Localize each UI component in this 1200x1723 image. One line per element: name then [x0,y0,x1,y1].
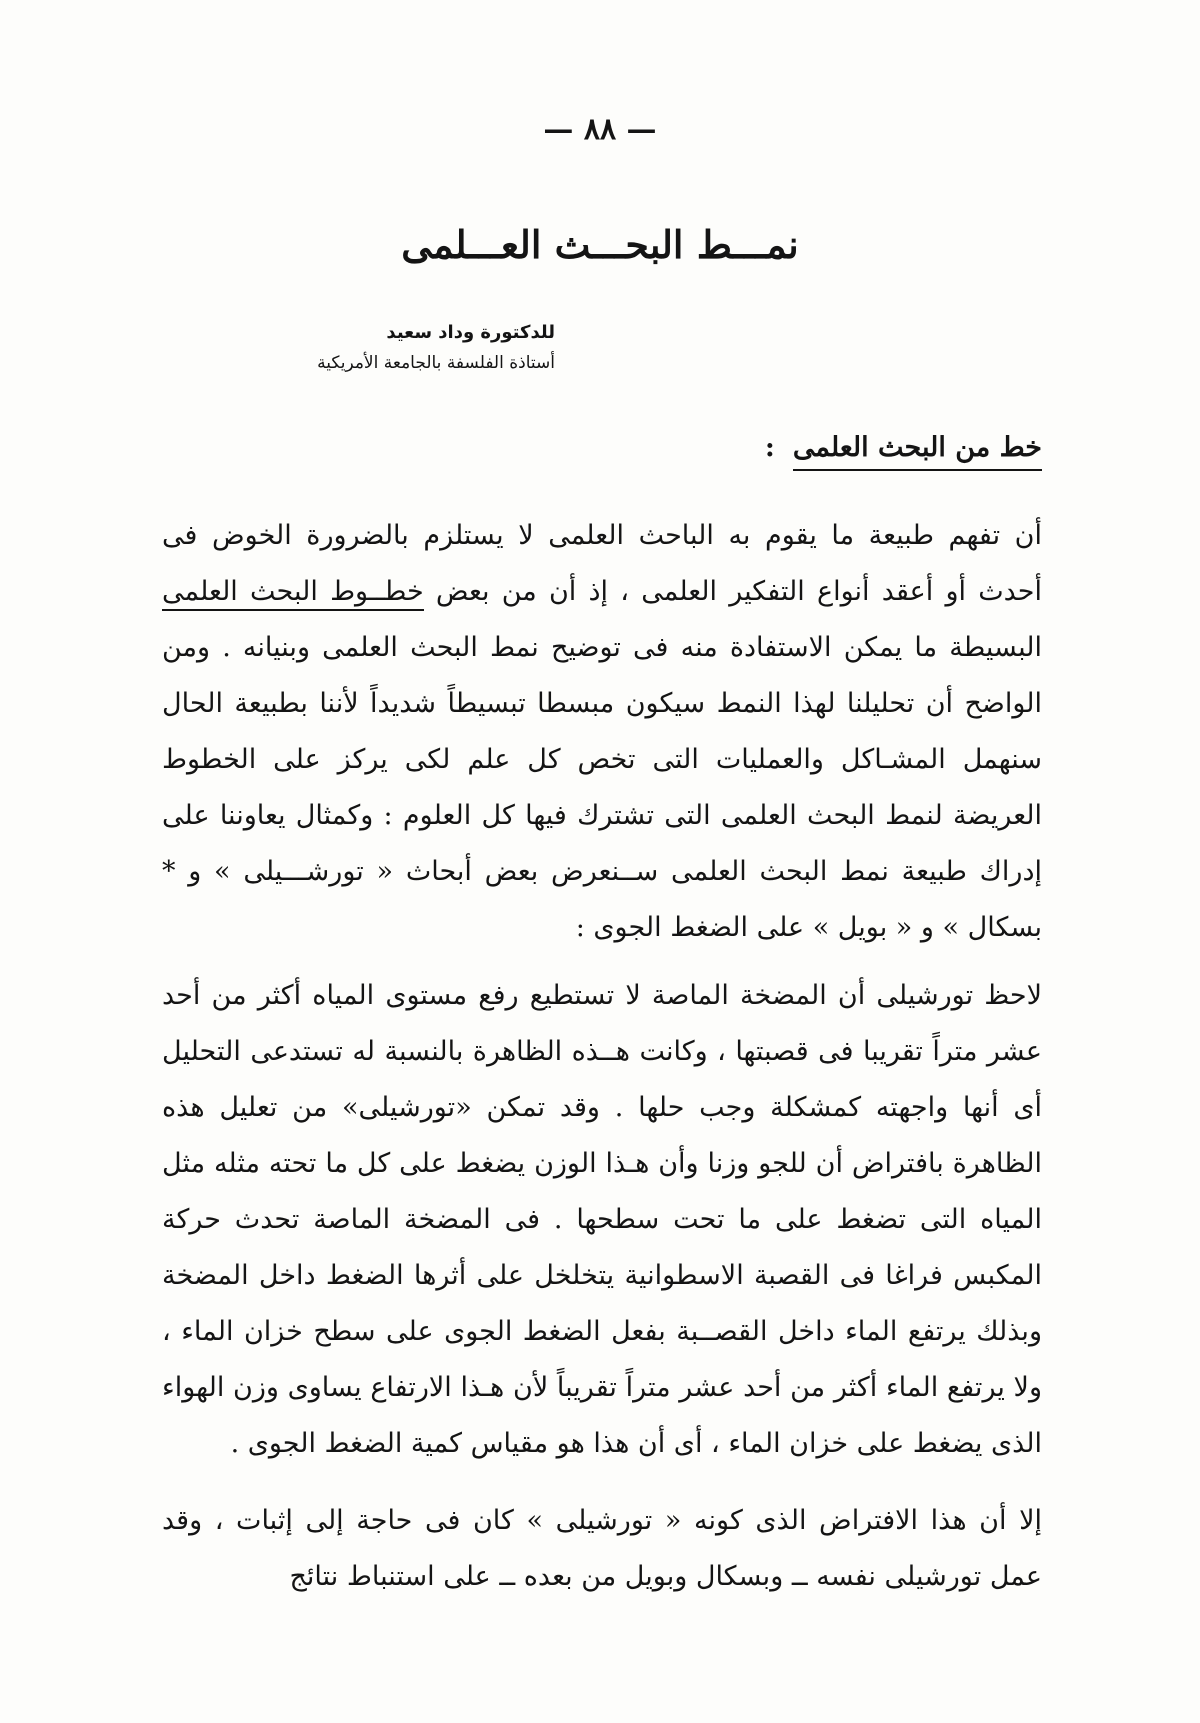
author-affiliation: أستاذة الفلسفة بالجامعة الأمريكية [317,353,555,373]
underlined-phrase: خطــوط البحث العلمى [162,576,424,611]
paragraph-1-rest: البسيطة ما يمكن الاستفادة منه فى توضيح نمط البحث العلمى وبنيانه . ومن الواضح أن تحليلنا لهذا النمط سيكون مبسطا تبسيطاً شديداً لأننا بطبيعة الحال سنهمل المشـاكل والعمليات التى تخص كل علم لكى يركز على الخطوط العريضة لنمط البحث العلمى التى تشترك فيها كل العلوم : وكمثال يعاوننا على إدراك طبيعة نمط البحث العلمى ســنعرض بعض أبحاث « تورشـــيلى » و * بسكال » و « بويل » على الضغط الجوى : [162,632,1042,943]
section-heading-colon: : [764,432,775,463]
page-number: — ٨٨ — [543,112,657,147]
author-byline [135,318,555,378]
paragraph-2: لاحظ تورشيلى أن المضخة الماصة لا تستطيع رفع مستوى المياه أكثر من أحد عشر متراً تقريبا فى قصبتها ، وكانت هــذه الظاهرة بالنسبة له تستدعى التحليل أى أنها واجهته كمشكلة وجب حلها . وقد تمكن «تورشيلى» من تعليل هذه الظاهرة بافتراض أن للجو وزنا وأن هـذا الوزن يضغط على كل ما تحته مثله مثل المياه التى تضغط على ما تحت سطحها . فى المضخة الماصة تحدث حركة المكبس فراغا فى القصبة الاسطوانية يتخلخل على أثرها الضغط داخل المضخة وبذلك يرتفع الماء داخل القصــبة بفعل الضغط الجوى على سطح خزان الماء ، ولا يرتفع الماء أكثر من أحد عشر متراً تقريباً لأن هـذا الارتفاع يساوى وزن الهواء الذى يضغط على خزان الماء ، أى أن هذا هو مقياس كمية الضغط الجوى . [162,980,1042,1459]
author-name: للدكتورة وداد سعيد [386,322,555,343]
section-heading [765,432,1042,463]
section-heading-text: خط من البحث العلمى [793,432,1042,471]
paragraph-3: إلا أن هذا الافتراض الذى كونه « تورشيلى » كان فى حاجة إلى إثبات ، وقد عمل تورشيلى نفسه ــ وبسكال وبويل من بعده ــ على استنباط نتائج [162,1505,1042,1592]
paragraph-1-start: أن تفهم طبيعة ما يقوم به الباحث العلمى لا يستلزم بالضرورة الخوض فى أحدث أو أعقد أنواع التفكير العلمى ، إذ أن من بعض [162,520,1042,607]
paragraph-1 [162,508,1042,956]
article-title: نمـــط البحـــث العـــلمى [401,222,799,267]
